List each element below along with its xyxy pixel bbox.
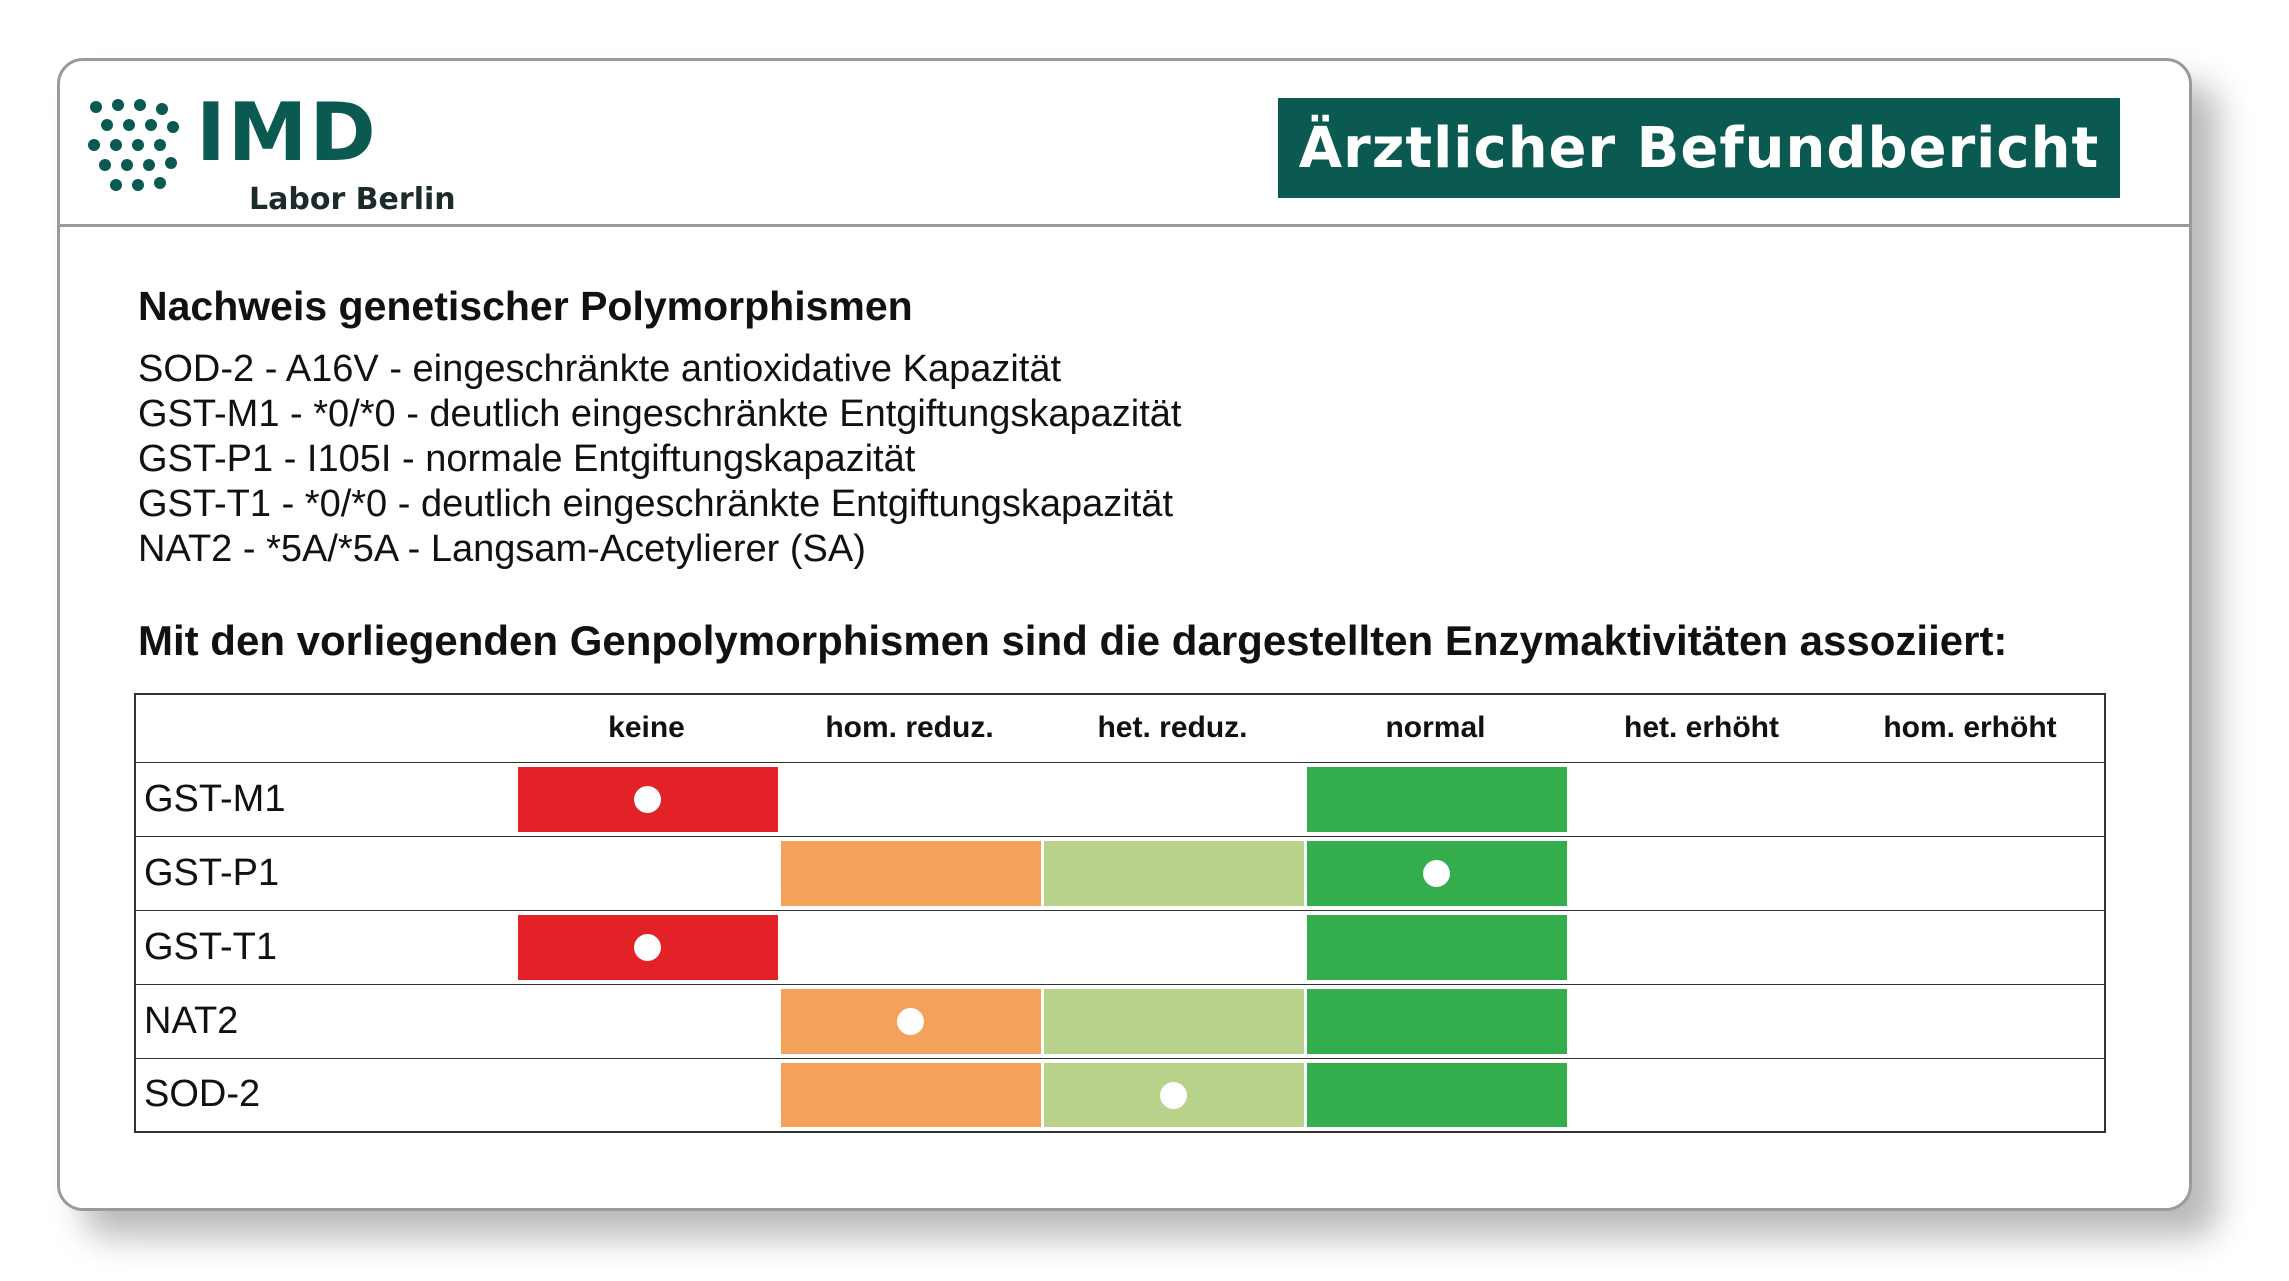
activity-cell bbox=[1041, 984, 1304, 1058]
activity-cell bbox=[1567, 762, 1836, 836]
activity-cell bbox=[515, 984, 778, 1058]
table-row bbox=[135, 836, 2105, 910]
activity-fill bbox=[1307, 915, 1567, 980]
activity-cell bbox=[1836, 1058, 2105, 1132]
result-marker-icon bbox=[634, 934, 661, 961]
activity-fill bbox=[781, 1063, 1041, 1128]
activity-cell bbox=[1304, 984, 1567, 1058]
activity-cell bbox=[1567, 1058, 1836, 1132]
column-header: het. reduz. bbox=[1041, 694, 1304, 762]
activity-cell bbox=[515, 762, 778, 836]
table-row bbox=[135, 1058, 2105, 1132]
imd-logo bbox=[86, 86, 506, 217]
activity-cell bbox=[1836, 836, 2105, 910]
activity-cell bbox=[778, 1058, 1041, 1132]
activity-cell bbox=[1304, 910, 1567, 984]
column-header: keine bbox=[515, 694, 778, 762]
activity-fill bbox=[1044, 989, 1304, 1054]
logo-brand: IMD bbox=[196, 86, 378, 179]
activity-fill bbox=[1307, 1063, 1567, 1128]
dot-grid-logo-icon bbox=[86, 97, 186, 197]
activity-cell bbox=[1041, 762, 1304, 836]
polymorphism-list bbox=[138, 347, 1181, 572]
activity-cell bbox=[1836, 984, 2105, 1058]
activity-fill bbox=[781, 841, 1041, 906]
gene-name: GST-P1 bbox=[135, 836, 515, 910]
activity-cell bbox=[1836, 762, 2105, 836]
activity-cell bbox=[1304, 1058, 1567, 1132]
activity-fill bbox=[1307, 767, 1567, 832]
activity-cell bbox=[1041, 910, 1304, 984]
table-header-row bbox=[135, 694, 2105, 762]
report-title: Ärztlicher Befundbericht bbox=[1278, 98, 2120, 198]
activity-cell bbox=[1041, 1058, 1304, 1132]
activity-cell bbox=[1304, 762, 1567, 836]
gene-name: GST-M1 bbox=[135, 762, 515, 836]
report-header bbox=[60, 61, 2189, 227]
polymorphism-item: SOD-2 - A16V - eingeschränkte antioxidative Kapazität bbox=[138, 348, 1062, 390]
activity-cell bbox=[1836, 910, 2105, 984]
activity-cell bbox=[778, 984, 1041, 1058]
activity-cell bbox=[515, 1058, 778, 1132]
table-row bbox=[135, 762, 2105, 836]
activity-cell bbox=[778, 910, 1041, 984]
column-header: hom. reduz. bbox=[778, 694, 1041, 762]
column-header: het. erhöht bbox=[1567, 694, 1836, 762]
activity-cell bbox=[1567, 836, 1836, 910]
activity-cell bbox=[778, 836, 1041, 910]
logo-subtitle: Labor Berlin bbox=[249, 182, 456, 217]
column-header: hom. erhöht bbox=[1836, 694, 2105, 762]
report-card bbox=[57, 58, 2192, 1211]
activity-cell bbox=[1567, 910, 1836, 984]
result-marker-icon bbox=[1160, 1082, 1187, 1109]
association-title: Mit den vorliegenden Genpolymorphismen sind die dargestellten Enzymaktivitäten assoziiert: bbox=[138, 617, 2008, 664]
column-header: normal bbox=[1304, 694, 1567, 762]
header-gene bbox=[135, 694, 515, 762]
result-marker-icon bbox=[897, 1008, 924, 1035]
polymorphism-item: GST-T1 - *0/*0 - deutlich eingeschränkte Entgiftungskapazität bbox=[138, 483, 1173, 525]
result-marker-icon bbox=[634, 786, 661, 813]
table-body bbox=[135, 762, 2105, 1132]
activity-fill bbox=[1307, 989, 1567, 1054]
activity-cell bbox=[515, 836, 778, 910]
activity-cell bbox=[1304, 836, 1567, 910]
gene-name: SOD-2 bbox=[135, 1058, 515, 1132]
section-title: Nachweis genetischer Polymorphismen bbox=[138, 283, 913, 329]
activity-cell bbox=[1041, 836, 1304, 910]
enzyme-activity-table bbox=[134, 693, 2106, 1133]
activity-cell bbox=[1567, 984, 1836, 1058]
gene-name: GST-T1 bbox=[135, 910, 515, 984]
polymorphism-item: GST-P1 - I105I - normale Entgiftungskapazität bbox=[138, 438, 916, 480]
result-marker-icon bbox=[1423, 860, 1450, 887]
activity-cell bbox=[778, 762, 1041, 836]
polymorphism-item: NAT2 - *5A/*5A - Langsam-Acetylierer (SA) bbox=[138, 528, 866, 570]
activity-cell bbox=[515, 910, 778, 984]
table-row bbox=[135, 910, 2105, 984]
activity-fill bbox=[1044, 841, 1304, 906]
polymorphism-item: GST-M1 - *0/*0 - deutlich eingeschränkte Entgiftungskapazität bbox=[138, 393, 1182, 435]
table-row bbox=[135, 984, 2105, 1058]
gene-name: NAT2 bbox=[135, 984, 515, 1058]
